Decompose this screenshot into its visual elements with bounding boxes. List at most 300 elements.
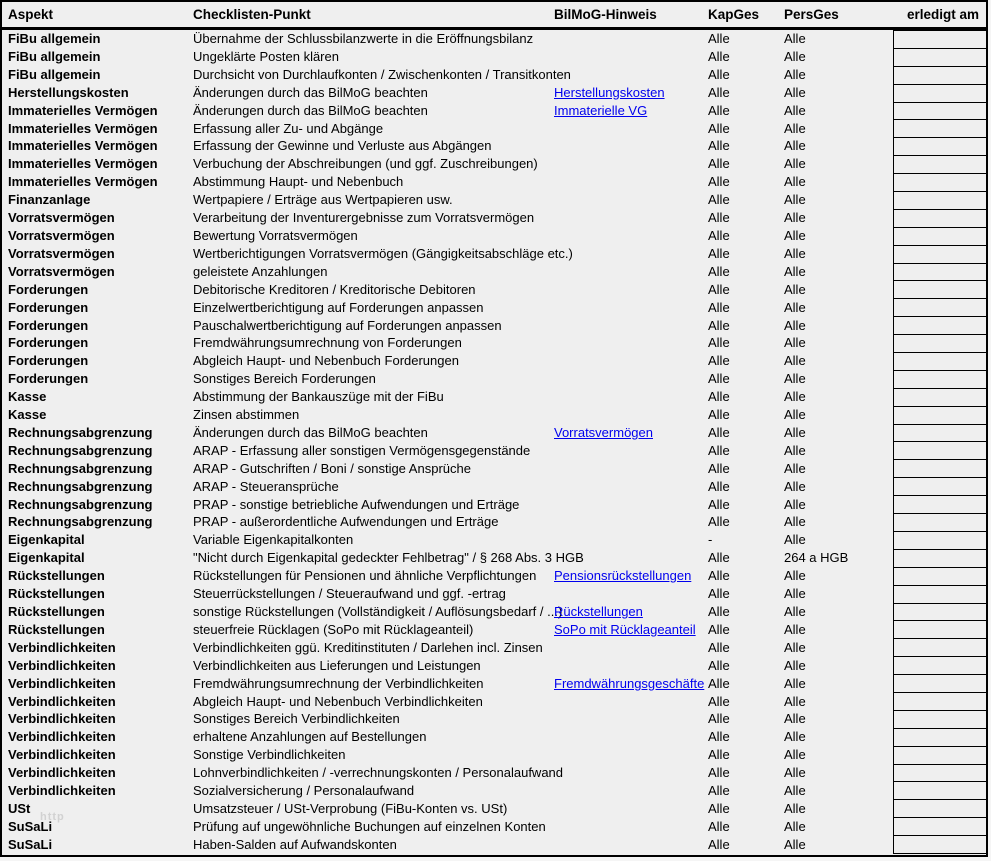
kapges-cell: Alle: [708, 478, 730, 494]
checklisten-punkt-cell: Prüfung auf ungewöhnliche Buchungen auf einzelnen Konten: [193, 818, 546, 834]
bilmog-hinweis-cell: [554, 120, 708, 138]
kapges-cell: Alle: [708, 84, 730, 100]
checklisten-punkt-cell: Abgleich Haupt- und Nebenbuch Forderungen: [193, 353, 459, 369]
erledigt-am-cell[interactable]: [894, 568, 986, 586]
table-row: [2, 513, 986, 531]
checklisten-punkt-cell: Sonstiges Bereich Verbindlichkeiten: [193, 711, 400, 727]
checklisten-punkt-cell: Erfassung der Gewinne und Verluste aus Abgängen: [193, 138, 492, 154]
table-row: [2, 66, 986, 84]
persges-cell: Alle: [784, 442, 806, 458]
erledigt-am-cell[interactable]: [894, 31, 986, 49]
bilmog-hinweis-link[interactable]: Pensionsrückstellungen: [554, 568, 692, 584]
table-row: [2, 263, 986, 281]
aspekt-cell: Finanzanlage: [8, 192, 91, 208]
table-row: [2, 173, 986, 191]
column-header-checklisten-punkt: Checklisten-Punkt: [193, 7, 311, 22]
persges-cell: Alle: [784, 818, 806, 834]
table-row: [2, 352, 986, 370]
aspekt-cell: Rückstellungen: [8, 621, 105, 637]
kapges-cell: Alle: [708, 245, 730, 261]
aspekt-cell: SuSaLi: [8, 818, 53, 834]
persges-cell: Alle: [784, 102, 806, 118]
aspekt-cell: Verbindlichkeiten: [8, 693, 116, 709]
table-row: [2, 137, 986, 155]
bilmog-hinweis-cell: [554, 209, 708, 227]
kapges-cell: Alle: [708, 747, 730, 763]
erledigt-am-cell[interactable]: [894, 85, 986, 103]
kapges-cell: Alle: [708, 227, 730, 243]
persges-cell: Alle: [784, 568, 806, 584]
erledigt-am-cell[interactable]: [894, 281, 986, 299]
aspekt-cell: Verbindlichkeiten: [8, 765, 116, 781]
bilmog-hinweis-link[interactable]: Fremdwährungsgeschäfte: [554, 675, 705, 691]
erledigt-am-cell[interactable]: [894, 836, 986, 853]
kapges-cell: Alle: [708, 604, 730, 619]
kapges-cell: Alle: [708, 800, 730, 816]
erledigt-am-cell[interactable]: [894, 442, 986, 460]
kapges-cell: Alle: [708, 424, 730, 440]
checklisten-punkt-cell: Fremdwährungsumrechnung der Verbindlichkeiten: [193, 675, 484, 691]
bilmog-hinweis-link[interactable]: Herstellungskosten: [554, 84, 665, 100]
kapges-cell: Alle: [708, 693, 730, 709]
aspekt-cell: Immaterielles Vermögen: [8, 174, 158, 190]
persges-cell: Alle: [784, 639, 806, 655]
persges-cell: Alle: [784, 66, 806, 82]
erledigt-am-cell[interactable]: [894, 425, 986, 443]
erledigt-am-cell[interactable]: [894, 156, 986, 174]
aspekt-cell: Verbindlichkeiten: [8, 711, 116, 727]
aspekt-cell: FiBu allgemein: [8, 48, 101, 64]
aspekt-cell: FiBu allgemein: [8, 66, 101, 82]
checklisten-punkt-cell: Debitorische Kreditoren / Kreditorische Debitoren: [193, 281, 476, 297]
checklisten-punkt-cell: Variable Eigenkapitalkonten: [193, 532, 354, 548]
table-row: [2, 836, 986, 854]
aspekt-cell: Rechnungsabgrenzung: [8, 460, 153, 476]
bilmog-hinweis-cell: [554, 299, 708, 317]
erledigt-am-cell[interactable]: [894, 818, 986, 836]
table-row: [2, 478, 986, 496]
erledigt-am-cell[interactable]: [894, 138, 986, 156]
checklisten-punkt-cell: Verarbeitung der Inventurergebnisse zum Vorratsvermögen: [193, 210, 535, 226]
table-row: [2, 155, 986, 173]
kapges-cell: Alle: [708, 765, 730, 781]
bilmog-hinweis-cell: [554, 388, 708, 406]
checklisten-punkt-cell: Änderungen durch das BilMoG beachten: [193, 102, 428, 118]
erledigt-am-cell[interactable]: [894, 586, 986, 604]
table-row: [2, 639, 986, 657]
aspekt-cell: FiBu allgemein: [8, 31, 101, 46]
aspekt-cell: Forderungen: [8, 353, 89, 369]
aspekt-cell: Eigenkapital: [8, 550, 85, 566]
aspekt-cell: Forderungen: [8, 281, 89, 297]
persges-cell: Alle: [784, 371, 806, 387]
table-row: [2, 693, 986, 711]
table-row: [2, 388, 986, 406]
persges-cell: Alle: [784, 31, 806, 46]
erledigt-am-cell[interactable]: [894, 729, 986, 747]
persges-cell: Alle: [784, 156, 806, 172]
erledigt-am-cell[interactable]: [894, 192, 986, 210]
bilmog-hinweis-cell: [554, 102, 708, 120]
erledigt-am-cell[interactable]: [894, 604, 986, 622]
table-row: [2, 621, 986, 639]
table-row: [2, 102, 986, 120]
persges-cell: Alle: [784, 227, 806, 243]
bilmog-hinweis-cell: [554, 496, 708, 514]
erledigt-am-cell[interactable]: [894, 639, 986, 657]
checklisten-punkt-cell: "Nicht durch Eigenkapital gedeckter Fehlbetrag" / § 268 Abs. 3 HGB: [193, 550, 584, 566]
checklisten-punkt-cell: Wertberichtigungen Vorratsvermögen (Gängigkeitsabschläge etc.): [193, 245, 573, 261]
erledigt-am-cell[interactable]: [894, 407, 986, 425]
persges-cell: Alle: [784, 496, 806, 512]
persges-cell: Alle: [784, 138, 806, 154]
kapges-cell: Alle: [708, 192, 730, 208]
checklisten-punkt-cell: PRAP - sonstige betriebliche Aufwendungen und Erträge: [193, 496, 520, 512]
table-row: [2, 728, 986, 746]
checklisten-punkt-cell: Durchsicht von Durchlaufkonten / Zwischenkonten / Transitkonten: [193, 66, 571, 82]
checklisten-punkt-cell: erhaltene Anzahlungen auf Bestellungen: [193, 729, 427, 745]
table-row: [2, 48, 986, 66]
checklisten-punkt-cell: Bewertung Vorratsvermögen: [193, 227, 358, 243]
checklisten-punkt-cell: Abstimmung der Bankauszüge mit der FiBu: [193, 389, 444, 405]
bilmog-hinweis-cell: [554, 818, 708, 836]
persges-cell: Alle: [784, 765, 806, 781]
aspekt-cell: Kasse: [8, 407, 47, 423]
aspekt-cell: Rückstellungen: [8, 586, 105, 602]
persges-cell: Alle: [784, 407, 806, 423]
kapges-cell: Alle: [708, 156, 730, 172]
erledigt-am-cell[interactable]: [894, 246, 986, 264]
aspekt-cell: Verbindlichkeiten: [8, 747, 116, 763]
erledigt-am-cell[interactable]: [894, 657, 986, 675]
column-header-kapges: KapGes: [708, 7, 760, 22]
bilmog-hinweis-cell: [554, 728, 708, 746]
erledigt-am-cell[interactable]: [894, 711, 986, 729]
table-row: [2, 227, 986, 245]
aspekt-cell: Immaterielles Vermögen: [8, 156, 158, 172]
erledigt-am-cell[interactable]: [894, 765, 986, 783]
aspekt-cell: Verbindlichkeiten: [8, 675, 116, 691]
erledigt-am-cell[interactable]: [894, 299, 986, 317]
persges-cell: Alle: [784, 335, 806, 351]
table-row: [2, 782, 986, 800]
persges-cell: Alle: [784, 747, 806, 763]
erledigt-am-cell[interactable]: [894, 210, 986, 228]
erledigt-am-cell[interactable]: [894, 747, 986, 765]
bilmog-hinweis-cell: [554, 48, 708, 66]
aspekt-cell: Verbindlichkeiten: [8, 639, 116, 655]
checklisten-punkt-cell: Verbindlichkeiten ggü. Kreditinstituten / Darlehen incl. Zinsen: [193, 639, 543, 655]
checklisten-punkt-cell: steuerfreie Rücklagen (SoPo mit Rücklageanteil): [193, 621, 474, 637]
persges-cell: Alle: [784, 532, 806, 548]
persges-cell: Alle: [784, 48, 806, 64]
bilmog-hinweis-cell: [554, 352, 708, 370]
aspekt-cell: Herstellungskosten: [8, 84, 129, 100]
kapges-cell: -: [708, 532, 713, 548]
table-row: [2, 460, 986, 478]
aspekt-cell: Immaterielles Vermögen: [8, 120, 158, 136]
aspekt-cell: Vorratsvermögen: [8, 263, 115, 279]
checklisten-punkt-cell: sonstige Rückstellungen (Vollständigkeit / Auflösungsbedarf / ...): [193, 604, 563, 619]
bilmog-hinweis-cell: [554, 155, 708, 173]
erledigt-am-cell[interactable]: [894, 675, 986, 693]
persges-cell: Alle: [784, 836, 806, 852]
checklisten-punkt-cell: Rückstellungen für Pensionen und ähnliche Verpflichtungen: [193, 568, 537, 584]
bilmog-hinweis-cell: [554, 746, 708, 764]
table-row: [2, 549, 986, 567]
kapges-cell: Alle: [708, 174, 730, 190]
bilmog-hinweis-cell: [554, 370, 708, 388]
table-row: [2, 370, 986, 388]
erledigt-am-cell[interactable]: [894, 317, 986, 335]
table-row: [2, 191, 986, 209]
persges-cell: Alle: [784, 478, 806, 494]
checklisten-punkt-cell: Abstimmung Haupt- und Nebenbuch: [193, 174, 404, 190]
bilmog-hinweis-cell: [554, 693, 708, 711]
erledigt-am-cell[interactable]: [894, 782, 986, 800]
aspekt-cell: Rechnungsabgrenzung: [8, 514, 153, 530]
aspekt-cell: Rechnungsabgrenzung: [8, 478, 153, 494]
erledigt-am-cell[interactable]: [894, 228, 986, 246]
checklisten-punkt-cell: Sonstiges Bereich Forderungen: [193, 371, 376, 387]
kapges-cell: Alle: [708, 31, 730, 46]
bilmog-hinweis-cell: [554, 710, 708, 728]
bilmog-hinweis-cell: [554, 513, 708, 531]
erledigt-am-cell[interactable]: [894, 460, 986, 478]
checklisten-punkt-cell: Sozialversicherung / Personalaufwand: [193, 783, 415, 799]
erledigt-am-cell[interactable]: [894, 550, 986, 568]
table-header-row: [2, 2, 986, 30]
persges-cell: Alle: [784, 586, 806, 602]
erledigt-am-cell[interactable]: [894, 174, 986, 192]
table-row: [2, 818, 986, 836]
erledigt-am-cell[interactable]: [894, 514, 986, 532]
kapges-cell: Alle: [708, 711, 730, 727]
checklisten-punkt-cell: geleistete Anzahlungen: [193, 263, 328, 279]
table-row: [2, 496, 986, 514]
checklisten-punkt-cell: Fremdwährungsumrechnung von Forderungen: [193, 335, 462, 351]
kapges-cell: Alle: [708, 729, 730, 745]
checklisten-punkt-cell: Zinsen abstimmen: [193, 407, 300, 423]
aspekt-cell: Verbindlichkeiten: [8, 657, 116, 673]
erledigt-am-cell[interactable]: [894, 478, 986, 496]
table-row: [2, 30, 986, 48]
persges-cell: Alle: [784, 84, 806, 100]
checklisten-punkt-cell: ARAP - Gutschriften / Boni / sonstige Ansprüche: [193, 460, 471, 476]
bilmog-hinweis-cell: [554, 317, 708, 335]
persges-cell: Alle: [784, 281, 806, 297]
checklisten-punkt-cell: Änderungen durch das BilMoG beachten: [193, 84, 428, 100]
table-row: [2, 299, 986, 317]
kapges-cell: Alle: [708, 120, 730, 136]
erledigt-am-cell[interactable]: [894, 532, 986, 550]
table-row: [2, 317, 986, 335]
bilmog-hinweis-cell: [554, 478, 708, 496]
kapges-cell: Alle: [708, 550, 730, 566]
erledigt-am-cell[interactable]: [894, 371, 986, 389]
aspekt-cell: SuSaLi: [8, 836, 53, 852]
kapges-cell: Alle: [708, 102, 730, 118]
bilmog-hinweis-cell: [554, 137, 708, 155]
erledigt-am-cell[interactable]: [894, 103, 986, 121]
erledigt-am-cell[interactable]: [894, 496, 986, 514]
kapges-cell: Alle: [708, 496, 730, 512]
bilmog-hinweis-cell: [554, 227, 708, 245]
bilmog-hinweis-cell: [554, 191, 708, 209]
bilmog-hinweis-cell: [554, 424, 708, 442]
persges-cell: Alle: [784, 514, 806, 530]
table-row: [2, 120, 986, 138]
erledigt-am-cell[interactable]: [894, 800, 986, 818]
kapges-cell: Alle: [708, 675, 730, 691]
aspekt-cell: Verbindlichkeiten: [8, 729, 116, 745]
aspekt-cell: Rückstellungen: [8, 604, 105, 619]
persges-cell: Alle: [784, 675, 806, 691]
checklisten-punkt-cell: Verbuchung der Abschreibungen (und ggf. Zuschreibungen): [193, 156, 538, 172]
erledigt-am-cell[interactable]: [894, 335, 986, 353]
bilmog-hinweis-link[interactable]: Vorratsvermögen: [554, 424, 653, 440]
aspekt-cell: Eigenkapital: [8, 532, 85, 548]
bilmog-hinweis-cell: [554, 621, 708, 639]
checklisten-punkt-cell: Umsatzsteuer / USt-Verprobung (FiBu-Konten vs. USt): [193, 800, 508, 816]
erledigt-am-cell[interactable]: [894, 49, 986, 67]
table-row: [2, 585, 986, 603]
column-header-bilmog-hinweis: BilMoG-Hinweis: [554, 7, 657, 22]
erledigt-am-column: [893, 30, 987, 854]
table-row: [2, 281, 986, 299]
checklisten-punkt-cell: Wertpapiere / Erträge aus Wertpapieren usw.: [193, 192, 453, 208]
link-status-ghost-text: http: [40, 811, 65, 823]
aspekt-cell: Immaterielles Vermögen: [8, 138, 158, 154]
table-row: [2, 84, 986, 102]
kapges-cell: Alle: [708, 335, 730, 351]
bilmog-hinweis-cell: [554, 460, 708, 478]
persges-cell: Alle: [784, 299, 806, 315]
persges-cell: Alle: [784, 424, 806, 440]
table-row: [2, 442, 986, 460]
bilmog-hinweis-cell: [554, 263, 708, 281]
kapges-cell: Alle: [708, 299, 730, 315]
checklisten-punkt-cell: Einzelwertberichtigung auf Forderungen anpassen: [193, 299, 484, 315]
persges-cell: Alle: [784, 263, 806, 279]
bilmog-hinweis-cell: [554, 531, 708, 549]
checklisten-punkt-cell: Verbindlichkeiten aus Lieferungen und Leistungen: [193, 657, 481, 673]
persges-cell: Alle: [784, 174, 806, 190]
erledigt-am-cell[interactable]: [894, 120, 986, 138]
persges-cell: 264 a HGB: [784, 550, 849, 566]
persges-cell: Alle: [784, 621, 806, 637]
bilmog-hinweis-cell: [554, 675, 708, 693]
persges-cell: Alle: [784, 783, 806, 799]
persges-cell: Alle: [784, 604, 806, 619]
kapges-cell: Alle: [708, 621, 730, 637]
persges-cell: Alle: [784, 460, 806, 476]
bilmog-hinweis-cell: [554, 84, 708, 102]
table-row: [2, 675, 986, 693]
erledigt-am-cell[interactable]: [894, 621, 986, 639]
bilmog-hinweis-cell: [554, 567, 708, 585]
table-row: [2, 800, 986, 818]
bilmog-hinweis-link[interactable]: SoPo mit Rücklageanteil: [554, 621, 696, 637]
kapges-cell: Alle: [708, 818, 730, 834]
bilmog-hinweis-cell: [554, 603, 708, 621]
table-row: [2, 245, 986, 263]
aspekt-cell: Rückstellungen: [8, 568, 105, 584]
checklisten-punkt-cell: Steuerrückstellungen / Steueraufwand und ggf. -ertrag: [193, 586, 506, 602]
bilmog-hinweis-cell: [554, 782, 708, 800]
checklisten-punkt-cell: ARAP - Steueransprüche: [193, 478, 339, 494]
column-header-aspekt: Aspekt: [8, 7, 54, 22]
aspekt-cell: Vorratsvermögen: [8, 227, 115, 243]
bilmog-hinweis-cell: [554, 281, 708, 299]
kapges-cell: Alle: [708, 48, 730, 64]
persges-cell: Alle: [784, 210, 806, 226]
kapges-cell: Alle: [708, 407, 730, 423]
checklisten-punkt-cell: Erfassung aller Zu- und Abgänge: [193, 120, 384, 136]
table-row: [2, 710, 986, 728]
table-row: [2, 657, 986, 675]
erledigt-am-cell[interactable]: [894, 389, 986, 407]
erledigt-am-cell[interactable]: [894, 264, 986, 282]
checklisten-punkt-cell: PRAP - außerordentliche Aufwendungen und Erträge: [193, 514, 499, 530]
kapges-cell: Alle: [708, 353, 730, 369]
table-row: [2, 209, 986, 227]
bilmog-hinweis-cell: [554, 173, 708, 191]
bilmog-hinweis-link[interactable]: Immaterielle VG: [554, 102, 648, 118]
kapges-cell: Alle: [708, 389, 730, 405]
bilmog-hinweis-cell: [554, 334, 708, 352]
bilmog-hinweis-cell: [554, 406, 708, 424]
aspekt-cell: Forderungen: [8, 299, 89, 315]
checklisten-punkt-cell: Sonstige Verbindlichkeiten: [193, 747, 346, 763]
aspekt-cell: Rechnungsabgrenzung: [8, 424, 153, 440]
table-row: [2, 567, 986, 585]
aspekt-cell: Forderungen: [8, 317, 89, 333]
kapges-cell: Alle: [708, 568, 730, 584]
aspekt-cell: Immaterielles Vermögen: [8, 102, 158, 118]
bilmog-hinweis-cell: [554, 245, 708, 263]
aspekt-cell: Forderungen: [8, 371, 89, 387]
kapges-cell: Alle: [708, 66, 730, 82]
bilmog-hinweis-cell: [554, 585, 708, 603]
column-header-erledigt-am: erledigt am: [906, 7, 979, 22]
checklisten-punkt-cell: Abgleich Haupt- und Nebenbuch Verbindlichkeiten: [193, 693, 483, 709]
erledigt-am-cell[interactable]: [894, 353, 986, 371]
bilmog-hinweis-cell: [554, 639, 708, 657]
persges-cell: Alle: [784, 729, 806, 745]
kapges-cell: Alle: [708, 317, 730, 333]
persges-cell: Alle: [784, 192, 806, 208]
persges-cell: Alle: [784, 693, 806, 709]
erledigt-am-cell[interactable]: [894, 67, 986, 85]
kapges-cell: Alle: [708, 657, 730, 673]
aspekt-cell: USt: [8, 800, 31, 816]
persges-cell: Alle: [784, 800, 806, 816]
table-row: [2, 424, 986, 442]
kapges-cell: Alle: [708, 514, 730, 530]
persges-cell: Alle: [784, 317, 806, 333]
kapges-cell: Alle: [708, 586, 730, 602]
kapges-cell: Alle: [708, 281, 730, 297]
bilmog-hinweis-cell: [554, 30, 708, 48]
aspekt-cell: Forderungen: [8, 335, 89, 351]
checklisten-punkt-cell: Pauschalwertberichtigung auf Forderungen anpassen: [193, 317, 502, 333]
column-header-persges: PersGes: [784, 7, 839, 22]
erledigt-am-cell[interactable]: [894, 693, 986, 711]
bilmog-hinweis-link[interactable]: Rückstellungen: [554, 604, 643, 619]
checklisten-punkt-cell: Ungeklärte Posten klären: [193, 48, 339, 64]
table-row: [2, 334, 986, 352]
